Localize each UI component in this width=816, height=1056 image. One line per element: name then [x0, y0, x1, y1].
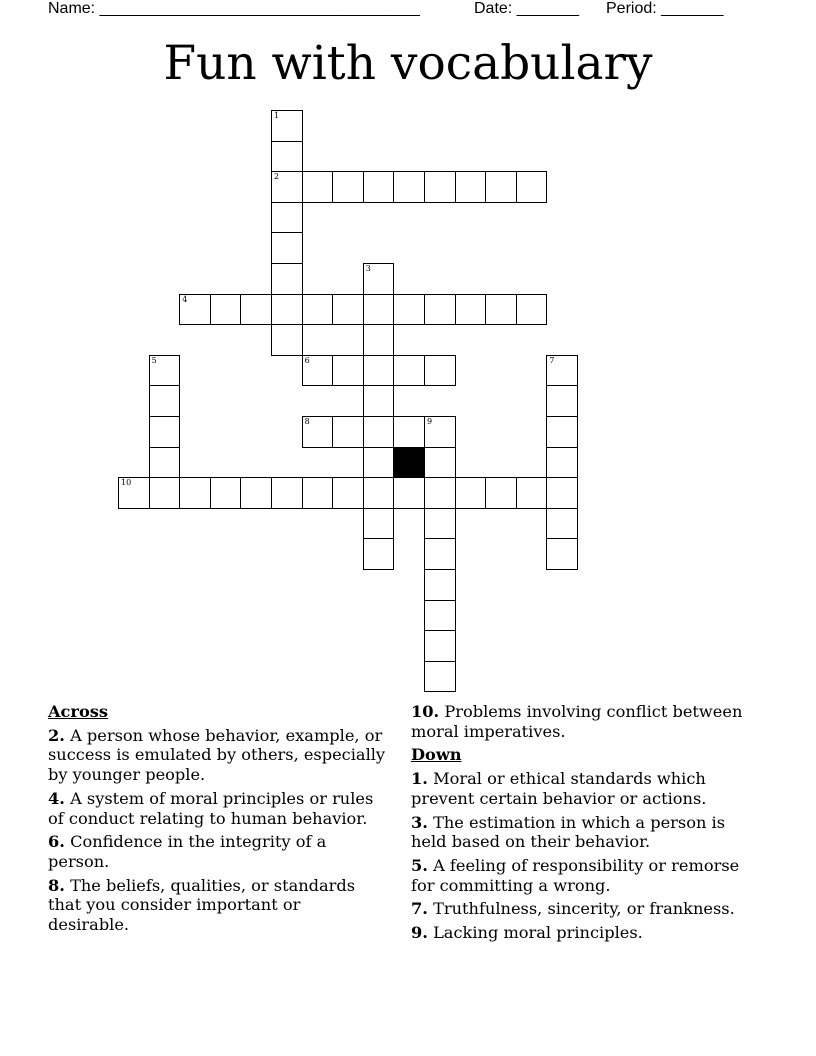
name-field[interactable]: Name: ____________________________________	[48, 0, 420, 17]
clues-column-right	[411, 702, 751, 947]
crossword-cell[interactable]	[393, 355, 425, 387]
crossword-cell[interactable]	[149, 416, 181, 448]
clue-number: 10.	[411, 702, 440, 721]
clue-text: Confidence in the integrity of a person.	[48, 832, 327, 871]
crossword-cell[interactable]	[302, 294, 334, 326]
crossword-cell[interactable]	[393, 294, 425, 326]
clue-text: The beliefs, qualities, or standards that you consider important or desirable.	[48, 875, 356, 935]
crossword-cell[interactable]	[240, 477, 272, 509]
crossword-cell[interactable]	[485, 171, 517, 203]
crossword-cell[interactable]	[240, 294, 272, 326]
crossword-cell[interactable]	[546, 447, 578, 479]
crossword-cell[interactable]	[393, 477, 425, 509]
clue-down-3	[411, 813, 751, 852]
crossword-cell[interactable]	[546, 416, 578, 448]
crossword-cell[interactable]	[485, 477, 517, 509]
crossword-cell[interactable]	[332, 416, 364, 448]
clue-number: 3.	[411, 812, 428, 832]
down-heading: Down	[411, 745, 462, 765]
crossword-cell[interactable]	[363, 477, 395, 509]
crossword-cell[interactable]	[271, 202, 303, 234]
crossword-cell[interactable]	[516, 477, 548, 509]
crossword-cell[interactable]	[271, 294, 303, 326]
crossword-cell[interactable]	[485, 294, 517, 326]
crossword-cell[interactable]	[271, 477, 303, 509]
crossword-cell[interactable]	[424, 355, 456, 387]
clue-number-label: 10	[121, 478, 132, 488]
crossword-cell[interactable]	[363, 171, 395, 203]
clue-number: 2.	[48, 725, 65, 745]
clue-number-label: 6	[304, 355, 310, 365]
crossword-cell[interactable]	[363, 508, 395, 540]
clue-number: 5.	[411, 855, 428, 875]
crossword-cell[interactable]	[424, 447, 456, 479]
clue-down-1	[411, 769, 751, 808]
crossword-cell[interactable]	[424, 171, 456, 203]
clue-text: Truthfulness, sincerity, or frankness.	[433, 899, 735, 919]
crossword-cell[interactable]	[210, 477, 242, 509]
clue-down-7	[411, 899, 751, 919]
crossword-cell[interactable]	[149, 477, 181, 509]
clue-text: Lacking moral principles.	[433, 923, 643, 943]
clues-column-left	[48, 702, 386, 939]
crossword-cell[interactable]	[302, 171, 334, 203]
crossword-cell[interactable]	[363, 294, 395, 326]
clue-across-2	[48, 726, 386, 785]
clue-number: 7.	[411, 899, 428, 919]
crossword-cell[interactable]	[424, 508, 456, 540]
crossword-cell[interactable]	[424, 416, 456, 448]
crossword-cell[interactable]	[118, 477, 150, 509]
crossword-cell[interactable]	[546, 355, 578, 387]
crossword-cell[interactable]	[393, 416, 425, 448]
crossword-cell[interactable]	[332, 355, 364, 387]
clue-across-10	[411, 702, 751, 741]
crossword-cell[interactable]	[302, 416, 334, 448]
crossword-cell[interactable]	[424, 294, 456, 326]
clue-across-8	[48, 876, 386, 935]
clue-number: 9.	[411, 923, 428, 943]
crossword-cell[interactable]	[179, 294, 211, 326]
across-heading: Across	[48, 702, 108, 721]
crossword-cell[interactable]	[424, 661, 456, 693]
page-title: Fun with vocabulary	[163, 36, 653, 91]
crossword-cell[interactable]	[363, 385, 395, 417]
crossword-cell[interactable]	[179, 477, 211, 509]
crossword-cell[interactable]	[302, 477, 334, 509]
crossword-cell[interactable]	[424, 630, 456, 662]
clue-text: A person whose behavior, example, or success is emulated by others, especially by younger people.	[48, 725, 386, 785]
crossword-cell[interactable]	[363, 263, 395, 295]
crossword-cell[interactable]	[546, 538, 578, 570]
crossword-cell[interactable]	[546, 385, 578, 417]
clue-text: A system of moral principles or rules of conduct relating to human behavior.	[48, 788, 374, 828]
crossword-cell[interactable]	[424, 600, 456, 632]
crossword-cell[interactable]	[516, 294, 548, 326]
clue-text: Moral or ethical standards which prevent certain behavior or actions.	[411, 769, 707, 808]
date-field[interactable]: Date: _______	[474, 0, 579, 17]
clue-across-4	[48, 789, 386, 828]
crossword-cell[interactable]	[363, 538, 395, 570]
crossword-cell[interactable]	[332, 171, 364, 203]
crossword-cell[interactable]	[455, 477, 487, 509]
crossword-cell[interactable]	[363, 447, 395, 479]
crossword-cell[interactable]	[424, 569, 456, 601]
crossword-cell[interactable]	[271, 232, 303, 264]
clue-number: 8.	[48, 875, 65, 895]
crossword-cell[interactable]	[393, 171, 425, 203]
crossword-cell[interactable]	[516, 171, 548, 203]
crossword-cell[interactable]	[302, 355, 334, 387]
crossword-cell[interactable]	[149, 447, 181, 479]
clue-number-label: 4	[182, 294, 188, 304]
crossword-cell[interactable]	[455, 171, 487, 203]
crossword-cell[interactable]	[149, 355, 181, 387]
clue-number-label: 3	[365, 264, 371, 273]
crossword-cell[interactable]	[271, 324, 303, 356]
clue-number-label: 1	[274, 111, 280, 120]
clue-text: Problems involving conflict between moral imperatives.	[411, 702, 743, 741]
clue-text: A feeling of responsibility or remorse for committing a wrong.	[411, 855, 740, 895]
black-square	[393, 447, 425, 479]
crossword-cell[interactable]	[424, 538, 456, 570]
clue-down-9	[411, 923, 751, 943]
crossword-cell[interactable]	[271, 263, 303, 295]
crossword-cell[interactable]	[210, 294, 242, 326]
crossword-cell[interactable]	[149, 385, 181, 417]
crossword-cell[interactable]	[546, 477, 578, 509]
crossword-cell[interactable]	[424, 477, 456, 509]
clue-number-label: 9	[427, 417, 433, 426]
clue-number: 6.	[48, 832, 65, 852]
crossword-cell[interactable]	[363, 355, 395, 387]
clue-across-6	[48, 832, 386, 871]
crossword-cell[interactable]	[271, 110, 303, 142]
crossword-cell[interactable]	[332, 294, 364, 326]
clue-number: 4.	[48, 788, 65, 808]
clue-number-label: 7	[549, 355, 555, 365]
clue-number-label: 5	[151, 355, 157, 365]
clue-text: The estimation in which a person is held based on their behavior.	[411, 812, 726, 852]
crossword-cell[interactable]	[332, 477, 364, 509]
clue-number-label: 2	[274, 172, 280, 182]
clue-number: 1.	[411, 769, 428, 789]
crossword-cell[interactable]	[363, 416, 395, 448]
clue-down-5	[411, 856, 751, 895]
clue-number-label: 8	[304, 417, 310, 426]
crossword-cell[interactable]	[363, 324, 395, 356]
crossword-cell[interactable]	[271, 171, 303, 203]
period-field[interactable]: Period: _______	[606, 0, 724, 17]
crossword-cell[interactable]	[455, 294, 487, 326]
crossword-cell[interactable]	[546, 508, 578, 540]
crossword-cell[interactable]	[271, 141, 303, 173]
